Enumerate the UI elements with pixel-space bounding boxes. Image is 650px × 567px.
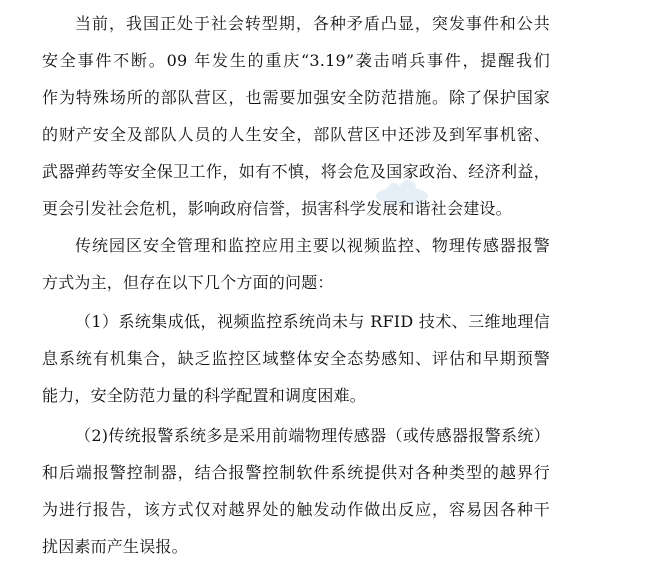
text-line: 息系统有机集合，缺乏监控区域整体安全态势感知、评估和早期预警: [42, 349, 550, 368]
text-line: （2)传统报警系统多是采用前端物理传感器（或传感器报警系统）: [75, 426, 550, 445]
text-line: 和后端报警控制器，结合报警控制软件系统提供对各种类型的越界行: [42, 463, 550, 482]
text-line: 能力，安全防范力量的科学配置和调度困难。: [42, 386, 367, 405]
text-line: 为进行报告，该方式仅对越界处的触发动作做出反应，容易因各种干: [42, 500, 550, 519]
text-line: 传统园区安全管理和监控应用主要以视频监控、物理传感器报警: [75, 236, 550, 255]
text-line: 安全事件不断。09 年发生的重庆“3.19”袭击哨兵事件，提醒我们: [42, 51, 550, 70]
text-line: 方式为主，但存在以下几个方面的问题：: [42, 273, 334, 292]
text-line: 更会引发社会危机，影响政府信誉，损害科学发展和谐社会建设。: [42, 199, 512, 218]
text-line: 扰因素而产生误报。: [42, 537, 188, 556]
text-line: （1）系统集成低，视频监控系统尚未与 RFID 技术、三维地理信: [75, 312, 550, 331]
text-line: 作为特殊场所的部队营区，也需要加强安全防范措施。除了保护国家: [42, 88, 550, 107]
text-line: 当前，我国正处于社会转型期，各种矛盾凸显，突发事件和公共: [75, 14, 550, 33]
document-page: [42, 0, 570, 567]
text-line: 的财产安全及部队人员的人生安全，部队营区中还涉及到军事机密、: [42, 125, 550, 144]
watermark-icon: [372, 180, 432, 208]
text-line: 武器弹药等安全保卫工作，如有不慎，将会危及国家政治、经济利益，: [42, 162, 550, 181]
